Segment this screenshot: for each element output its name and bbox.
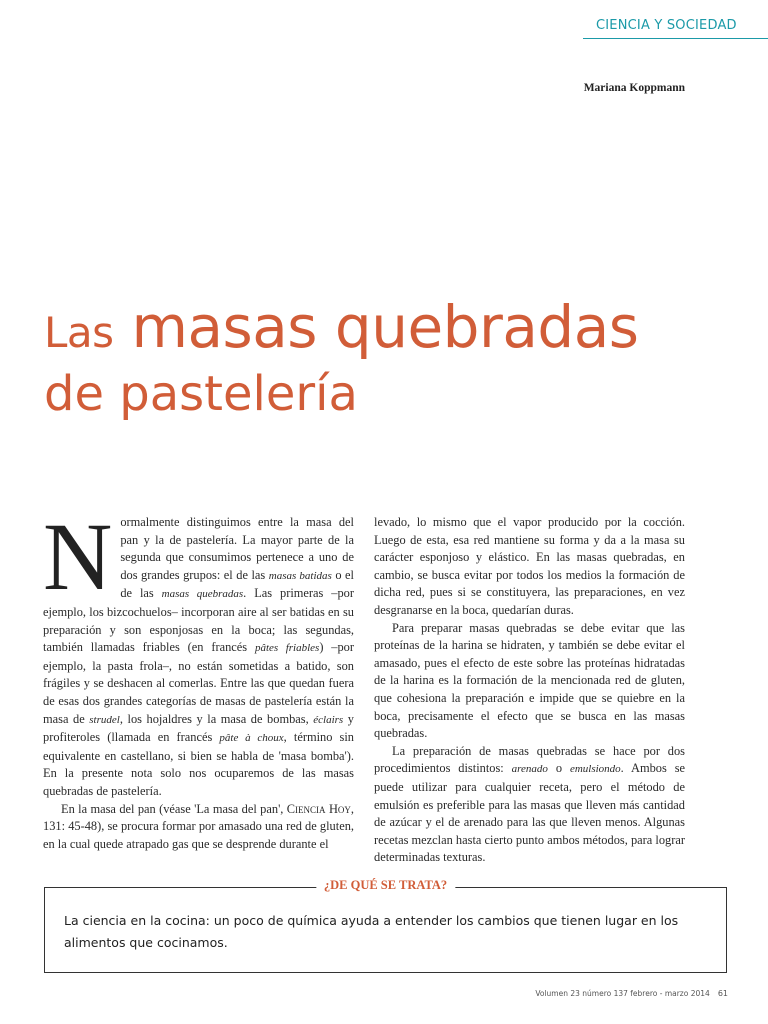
body-column-left <box>43 503 355 853</box>
italic-term: pâte à choux <box>219 732 284 745</box>
article-title <box>44 293 639 422</box>
paragraph-2-continued: levado, lo mismo que el vapor producido por la cocción. Luego de esta, esa red mantiene su forma y da a la masa su carácter esponjoso y elástico. En las masas quebradas, en cambio, se busca evitar por todos los medios la formación de dicha red, pues si se constituyera, las preparaciones, en vez desgranarse en la boca, quedarían duras. <box>374 515 685 617</box>
paragraph-1 <box>43 503 355 801</box>
text-span: , término sin equivalente en castellano, si bien se habla de 'masa bomba'). En la presente nota solo nos ocuparemos de las masas quebradas de pastelería. <box>43 730 354 798</box>
italic-term: masas quebradas <box>161 588 244 601</box>
paragraph-2 <box>43 801 354 854</box>
section-rule <box>583 38 768 39</box>
title-main: masas quebradas <box>131 293 639 361</box>
text-span: En la masa del pan (véase 'La masa del pan', <box>61 801 287 816</box>
text-span: ) –por ejemplo, la pasta frola–, no están sometidas a batido, son frágiles y se deshacen al comerlas. Entre las que quedan fuera de esas dos grandes categorías de masas de pastelería están la masa de <box>43 640 355 726</box>
italic-term: pâtes friables <box>254 642 320 655</box>
text-span: o el de las <box>120 567 354 601</box>
page-number: 61 <box>717 989 728 998</box>
author-name: Mariana Koppmann <box>583 82 685 94</box>
text-span: y profiteroles (llamada en francés <box>43 711 354 745</box>
section-tag: CIENCIA Y SOCIEDAD <box>596 18 737 33</box>
title-line-2: de pastelería <box>44 366 358 422</box>
italic-term: strudel <box>89 713 120 726</box>
body-column-right <box>374 514 685 867</box>
text-span: ormalmente distinguimos entre la masa del pan y la de pastelería. La mayor parte de la segunda que consumimos pertenece a uno de dos grandes grupos: el de las <box>120 515 354 582</box>
issue-info: Volumen 23 número 137 febrero - marzo 2014 <box>535 989 710 998</box>
summary-box <box>44 878 727 973</box>
journal-name: Ciencia Hoy <box>286 801 351 816</box>
italic-term: emulsiondo <box>569 763 621 776</box>
text-span: . Ambos se puede utilizar para cualquier receta, pero el método de emulsión es preferible para las masas que lleven más cantidad de azúcar y el de arenado para las que lleven menos. Algunas recetas mezclan hasta cierto punto ambos métodos, para lograr determinadas texturas. <box>374 761 686 865</box>
title-las: Las <box>44 308 114 357</box>
text-span: , los hojaldres y la masa de bombas, <box>119 711 314 726</box>
text-span: o <box>547 761 570 776</box>
paragraph-4 <box>374 743 685 867</box>
italic-term: éclairs <box>313 713 344 726</box>
paragraph-3: Para preparar masas quebradas se debe evitar que las proteínas de la harina se hidraten, y también se debe evitar el amasado, pues el efecto de este sobre las proteínas hidratadas de la harina es la formación de la mencionada red de gluten, que cohesiona la preparación e impide que se quiebre en la boca, precisamente el efecto que se busca en las masas quebradas. <box>374 620 685 741</box>
title-line-1 <box>44 293 639 361</box>
page-footer <box>535 989 728 998</box>
text-span: La preparación de masas quebradas se hace por dos procedimientos distintos: <box>374 743 685 776</box>
italic-term: arenado <box>511 763 548 776</box>
drop-cap: N <box>43 503 113 610</box>
summary-box-label: ¿DE QUÉ SE TRATA? <box>316 878 455 893</box>
italic-term: masas batidas <box>268 569 332 582</box>
text-span: . Las primeras –por ejemplo, los bizcochuelos– incorporan aire al ser batidas en su preparación y son esponjosas en la boca; las segundas, también llamadas friables (en francés <box>43 586 354 655</box>
text-span: , 131: 45-48), se procura formar por amasado una red de gluten, en la cual quede atrapado gas que se desprende durante el <box>43 801 354 851</box>
summary-box-text: La ciencia en la cocina: un poco de química ayuda a entender los cambios que tienen lugar en los alimentos que cocinamos. <box>64 913 679 950</box>
